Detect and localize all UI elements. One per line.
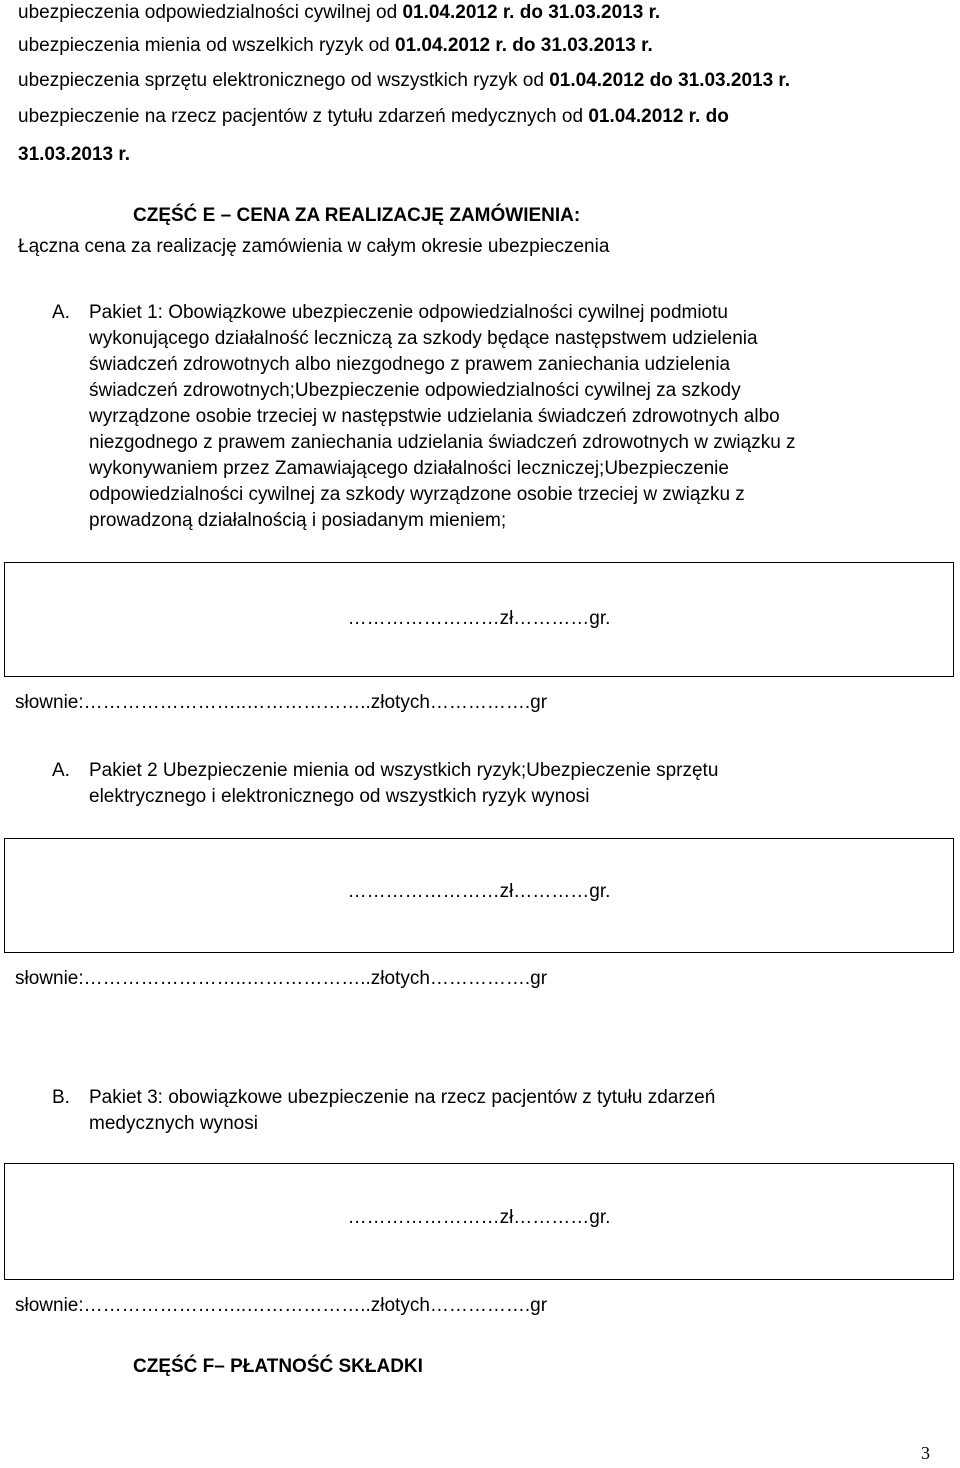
package-label: B. xyxy=(52,1087,70,1108)
package-label: A. xyxy=(52,760,70,781)
slownie-field-1[interactable]: słownie:……………………..………………..złotych…………….gr xyxy=(15,692,548,713)
slownie-field-3[interactable]: słownie:……………………..………………..złotych…………….gr xyxy=(15,1295,548,1316)
package-label: A. xyxy=(52,302,70,323)
intro-line-1 xyxy=(18,0,660,26)
intro-line-text: ubezpieczenia mienia od wszelkich ryzyk od xyxy=(18,35,396,56)
page-number: 3 xyxy=(921,1443,930,1463)
intro-line-text: ubezpieczenia odpowiedzialności cywilnej od xyxy=(18,2,403,23)
amount-field[interactable]: ……………………zł…………gr. xyxy=(347,881,611,902)
section-e-subtitle: Łączna cena za realizację zamówienia w całym okresie ubezpieczenia xyxy=(18,236,610,257)
amount-box-2[interactable] xyxy=(4,838,954,953)
intro-line-text: ubezpieczenia sprzętu elektronicznego od wszystkich ryzyk od xyxy=(18,70,550,91)
intro-line-text: ubezpieczenie na rzecz pacjentów z tytułu zdarzeń medycznych od xyxy=(18,106,589,127)
intro-line-5 xyxy=(18,142,130,168)
section-e-heading: CZĘŚĆ E – CENA ZA REALIZACJĘ ZAMÓWIENIA: xyxy=(133,205,581,226)
intro-line-dates: 01.04.2012 do 31.03.2013 r. xyxy=(549,70,791,91)
package-description: Pakiet 2 Ubezpieczenie mienia od wszystkich ryzyk;Ubezpieczenie sprzętu elektrycznego i elektronicznego od wszystkich ryzyk wynosi xyxy=(89,760,719,807)
section-f-heading: CZĘŚĆ F– PŁATNOŚĆ SKŁADKI xyxy=(133,1356,423,1377)
intro-line-dates: 31.03.2013 r. xyxy=(18,144,130,165)
intro-line-3 xyxy=(18,68,790,94)
amount-box-1[interactable] xyxy=(4,562,954,677)
package-description: Pakiet 3: obowiązkowe ubezpieczenie na rzecz pacjentów z tytułu zdarzeń medycznych wynosi xyxy=(89,1087,716,1134)
intro-line-2 xyxy=(18,33,653,59)
slownie-field-2[interactable]: słownie:……………………..………………..złotych…………….gr xyxy=(15,968,548,989)
intro-line-dates: 01.04.2012 r. do 31.03.2013 r. xyxy=(395,35,653,56)
amount-field[interactable]: ……………………zł…………gr. xyxy=(347,1207,611,1228)
intro-line-4 xyxy=(18,104,729,130)
intro-line-dates: 01.04.2012 r. do 31.03.2013 r. xyxy=(402,2,661,23)
amount-box-3[interactable] xyxy=(4,1163,954,1280)
package-description: Pakiet 1: Obowiązkowe ubezpieczenie odpowiedzialności cywilnej podmiotu wykonującego działalność leczniczą za szkody będące następstwem udzielenia świadczeń zdrowotnych albo niezgodnego z prawem zaniechania udzielenia świadczeń zdrowotnych;Ubezpieczenie odpowiedzialności cywilnej za szkody wyrządzone osobie trzeciej w następstwie udzielania świadczeń zdrowotnych albo niezgodnego z prawem zaniechania udzielania świadczeń zdrowotnych w związku z wykonywaniem przez Zamawiającego działalności leczniczej;Ubezpieczenie odpowiedzialności cywilnej za szkody wyrządzone osobie trzeciej w związku z prowadzoną działalnością i posiadanym mieniem; xyxy=(89,302,796,531)
amount-field[interactable]: ……………………zł…………gr. xyxy=(347,608,611,629)
intro-line-dates: 01.04.2012 r. do xyxy=(588,106,729,127)
